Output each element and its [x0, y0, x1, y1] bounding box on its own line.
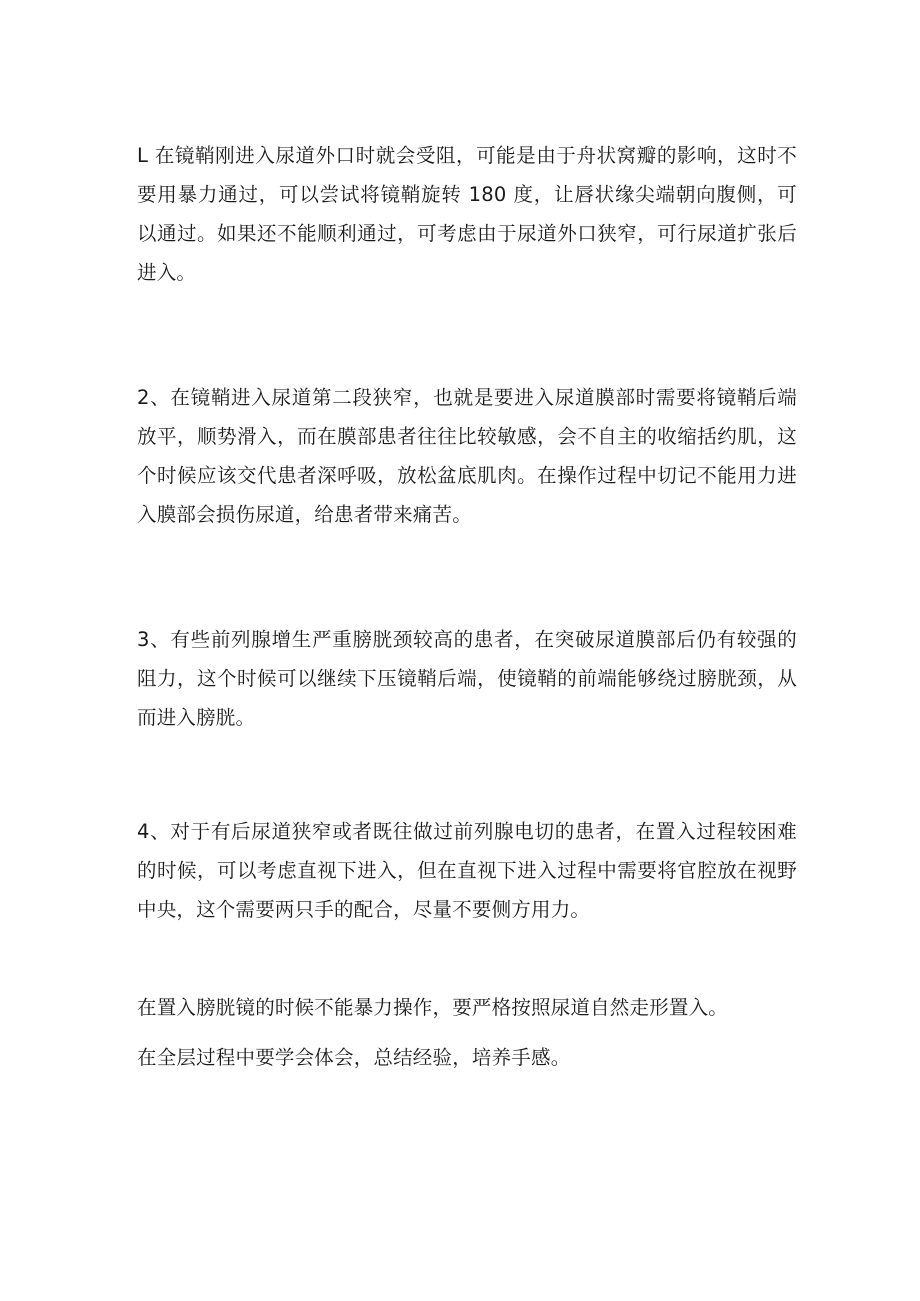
paragraph-1: L 在镜鞘刚进入尿道外口时就会受阻，可能是由于舟状窝瓣的影响，这时不要用暴力通过，可以尝试将镜鞘旋转 180 度，让唇状缘尖端朝向腹侧，可以通过。如果还不能顺利通过，可考虑由于尿道外口狭窄，可行尿道扩张后进入。	[137, 144, 797, 284]
paragraph-2: 2、在镜鞘进入尿道第二段狭窄，也就是要进入尿道膜部时需要将镜鞘后端放平，顺势滑入，而在膜部患者往往比较敏感，会不自主的收缩括约肌，这个时候应该交代患者深呼吸，放松盆底肌肉。在操作过程中切记不能用力进入膜部会损伤尿道，给患者带来痛苦。	[137, 386, 797, 526]
paragraph-6: 在全层过程中要学会体会，总结经验，培养手感。	[137, 1046, 571, 1069]
paragraph-5: 在置入膀胱镜的时候不能暴力操作，要严格按照尿道自然走形置入。	[137, 996, 729, 1019]
paragraph-3: 3、有些前列腺增生严重膀胱颈较高的患者，在突破尿道膜部后仍有较强的阻力，这个时候可以继续下压镜鞘后端，使镜鞘的前端能够绕过膀胱颈，从而进入膀胱。	[137, 628, 797, 729]
paragraph-4: 4、对于有后尿道狭窄或者既往做过前列腺电切的患者，在置入过程较困难的时候，可以考虑直视下进入，但在直视下进入过程中需要将官腔放在视野中央，这个需要两只手的配合，尽量不要侧方用力。	[137, 820, 797, 921]
